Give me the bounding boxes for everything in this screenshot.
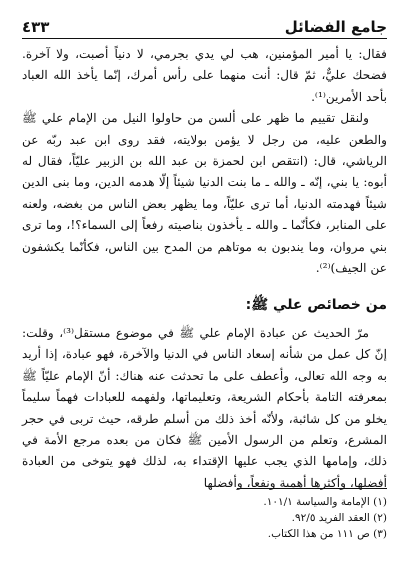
page-header [22, 14, 387, 36]
paragraph: ولنقل تقييم ما ظهر على ألسن من حاولوا النيل من الإمام علي ﷺ والطعن عليه، من رجل لا يؤمن بولايته، فقد روى ابن عبد ربّه عن الرياشي، قال: (انتقص ابن لحمزة بن عبد الله بن الزبير عليّاً، فقال له أبوه: يا بني، إنّه ـ والله ـ ما بنت الدنيا شيئاً إلّا هدمه الدين، وما بنى الدين شيئاً فهدمته الدنيا، أما ترى عليّاً، وما يظهر بعض الناس من بغضه، ولعنه على المنابر، فكأنّما ـ والله ـ يأخذون بناصيته رفعاً إلى السماء؟!، وما ترى بني مروان، وما يندبون به موتاهم من المدح بين الناس، فكأنّما يكشفون عن الجيف)⁽²⁾. [22, 111, 387, 276]
paragraph: فقال: يا أمير المؤمنين، هب لي يدي بجرمي، لا دنياً أصبت، ولا آخرة. فضحك عليٌّ، ثمّ قال: أنت منهما على رأس أمرك، إنّما يأخذ الله العباد بأحد الأمرين⁽¹⁾. [22, 47, 387, 104]
footnote-rule [237, 488, 387, 489]
header-rule [22, 38, 387, 39]
footnote: (١) الإمامة والسياسة ١٠١/١. [263, 496, 387, 508]
paragraph: مرّ الحديث عن عبادة الإمام علي ﷺ في موضوع مستقل⁽³⁾، وقلت: إنّ كل عمل من شأنه إسعاد الناس في الدنيا والآخرة، فهو عبادة، إذا أريد به وجه الله تعالى، وأعطف على ما تحدثت عنه هناك: أنّ الإمام عليّاً ﷺ بمعرفته التامة بأحكام الشريعة، وتعليماتها، ولفهمه للعبادات فهماً سليماً يخلو من كل شائبة، ولأنّه أخذ ذلك من أسلم طرقه، حيث تربى في حجر المشرع، وتعلم من الرسول الأمين ﷺ فكان من بعده مرجع الأمة في ذلك، وإمامها الذي يجب عليها الإقتداء به، لذلك فهو يتوخى من العبادة أفضلها، وأكثرها أهمية ونفعاً، وأفضلها [22, 325, 387, 490]
footnotes [22, 494, 387, 542]
footnote: (٣) ص ١١١ من هذا الكتاب. [267, 528, 387, 540]
section-heading: من خصائص علي ﷺ: [245, 297, 387, 314]
footnote: (٢) العقد الفريد ٩٢/٥. [291, 512, 387, 524]
page-number: ٤٣٣ [22, 18, 50, 36]
running-title: جامع الفضائل [284, 18, 387, 36]
main-text [22, 44, 387, 494]
